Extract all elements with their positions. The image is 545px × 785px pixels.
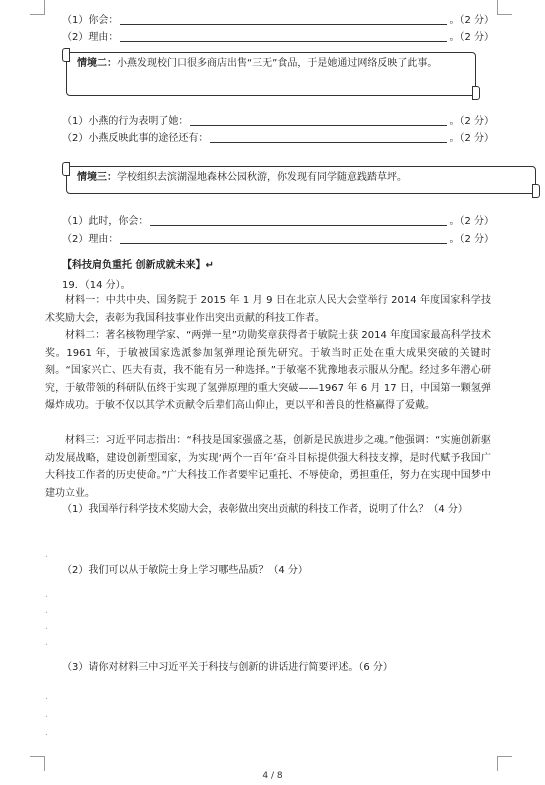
section-title: 【科技肩负重托 创新成就未来】↵: [62, 260, 214, 271]
answer-blank[interactable]: [190, 124, 447, 126]
situation2-question2: [62, 132, 494, 146]
answer-blank[interactable]: [150, 224, 447, 226]
answer-blank[interactable]: [120, 242, 447, 244]
score-label: 。（2 分）: [449, 32, 494, 43]
question-label: （1）小燕的行为表明了她：: [62, 116, 189, 127]
question-label: （1）你会：: [62, 15, 119, 26]
paragraph-mark: .: [45, 638, 48, 648]
paragraph-mark: .: [45, 590, 48, 600]
question-number: 19．（14 分）。: [62, 280, 131, 291]
paragraph-mark: .: [45, 550, 48, 560]
question-3: （3）请你对材料三中习近平关于科技与创新的讲话进行简要评述。（6 分）: [62, 662, 393, 673]
score-label: 。（2 分）: [449, 234, 494, 245]
material-3: 材料三：习近平同志指出：“科技是国家强盛之基，创新是民族进步之魂。”他强调：“实施创新驱动发展战略，建设创新型国家，为实现‘两个一百年’奋斗目标提供强大科技支撑，是时代赋予我国广大科技工作者的历史使命。”广大科技工作者要牢记重托、不辱使命，勇担重任，努力在实现中国梦中建功立业。: [45, 435, 491, 499]
crop-mark-top-right: [497, 0, 512, 15]
situation3-text: 学校组织去滨湖湿地森林公园秋游，你发现有同学随意践踏草坪。: [117, 172, 407, 183]
situation1-question1: [62, 14, 494, 28]
paragraph-mark: .: [45, 710, 48, 720]
answer-blank[interactable]: [210, 141, 447, 143]
crop-mark-top-left: [30, 0, 45, 15]
situation2-question1: [62, 115, 494, 129]
paragraph-mark: .: [45, 622, 48, 632]
situation2-text: 小燕发现校门口很多商店出售“三无”食品，于是她通过网络反映了此事。: [117, 58, 438, 69]
paragraph-mark: .: [45, 728, 48, 738]
situation1-question2: [62, 31, 494, 45]
situation2-title: 情境二：: [77, 58, 117, 69]
situation3-question1: [62, 215, 494, 229]
score-label: 。（2 分）: [449, 133, 494, 144]
material-2: 材料二：著名核物理学家、“两弹一星”功勋奖章获得者于敏院士获 2014 年度国家最高科学技术奖。1961 年，于敏被国家选派参加氢弹理论预先研究。于敏当时正处在重大成果突破的关键时刻。“国家兴亡、匹夫有责，我不能有另一种选择。”于敏毫不犹豫地表示服从分配。经过多年潜心研究，于敏带领的科研队伍终于实现了氢弹原理的重大突破——1967 年 6 月 17 日，中国第一颗氢弹爆炸成功。于敏不仅以其学术贡献令后辈们高山仰止，更以平和善良的性格赢得了爱戴。: [45, 330, 491, 411]
question-2: （2）我们可以从于敏院士身上学习哪些品质？（4 分）: [62, 565, 308, 576]
question-label: （2）理由：: [62, 32, 119, 43]
question-label: （2）小燕反映此事的途径还有：: [62, 133, 209, 144]
question-1: （1）我国举行科学技术奖励大会，表彰做出突出贡献的科技工作者，说明了什么？（4 分）: [62, 504, 468, 515]
score-label: 。（2 分）: [449, 15, 494, 26]
paragraph-mark: .: [45, 692, 48, 702]
answer-blank[interactable]: [120, 23, 447, 25]
page-number: 4 / 8: [262, 771, 283, 781]
situation3-question2: [62, 233, 494, 247]
question-label: （2）理由：: [62, 234, 119, 245]
question-label: （1）此时，你会：: [62, 216, 149, 227]
score-label: 。（2 分）: [449, 116, 494, 127]
situation2-scroll-box: [66, 52, 476, 96]
answer-blank[interactable]: [120, 40, 447, 42]
score-label: 。（2 分）: [449, 216, 494, 227]
situation3-title: 情境三：: [77, 172, 117, 183]
situation3-scroll-box: [66, 166, 536, 194]
material-1: 材料一：中共中央、国务院于 2015 年 1 月 9 日在北京人民大会堂举行 2014 年度国家科学技术奖励大会，表彰为我国科技事业作出突出贡献的科技工作者。: [45, 295, 491, 324]
paragraph-mark: .: [45, 606, 48, 616]
